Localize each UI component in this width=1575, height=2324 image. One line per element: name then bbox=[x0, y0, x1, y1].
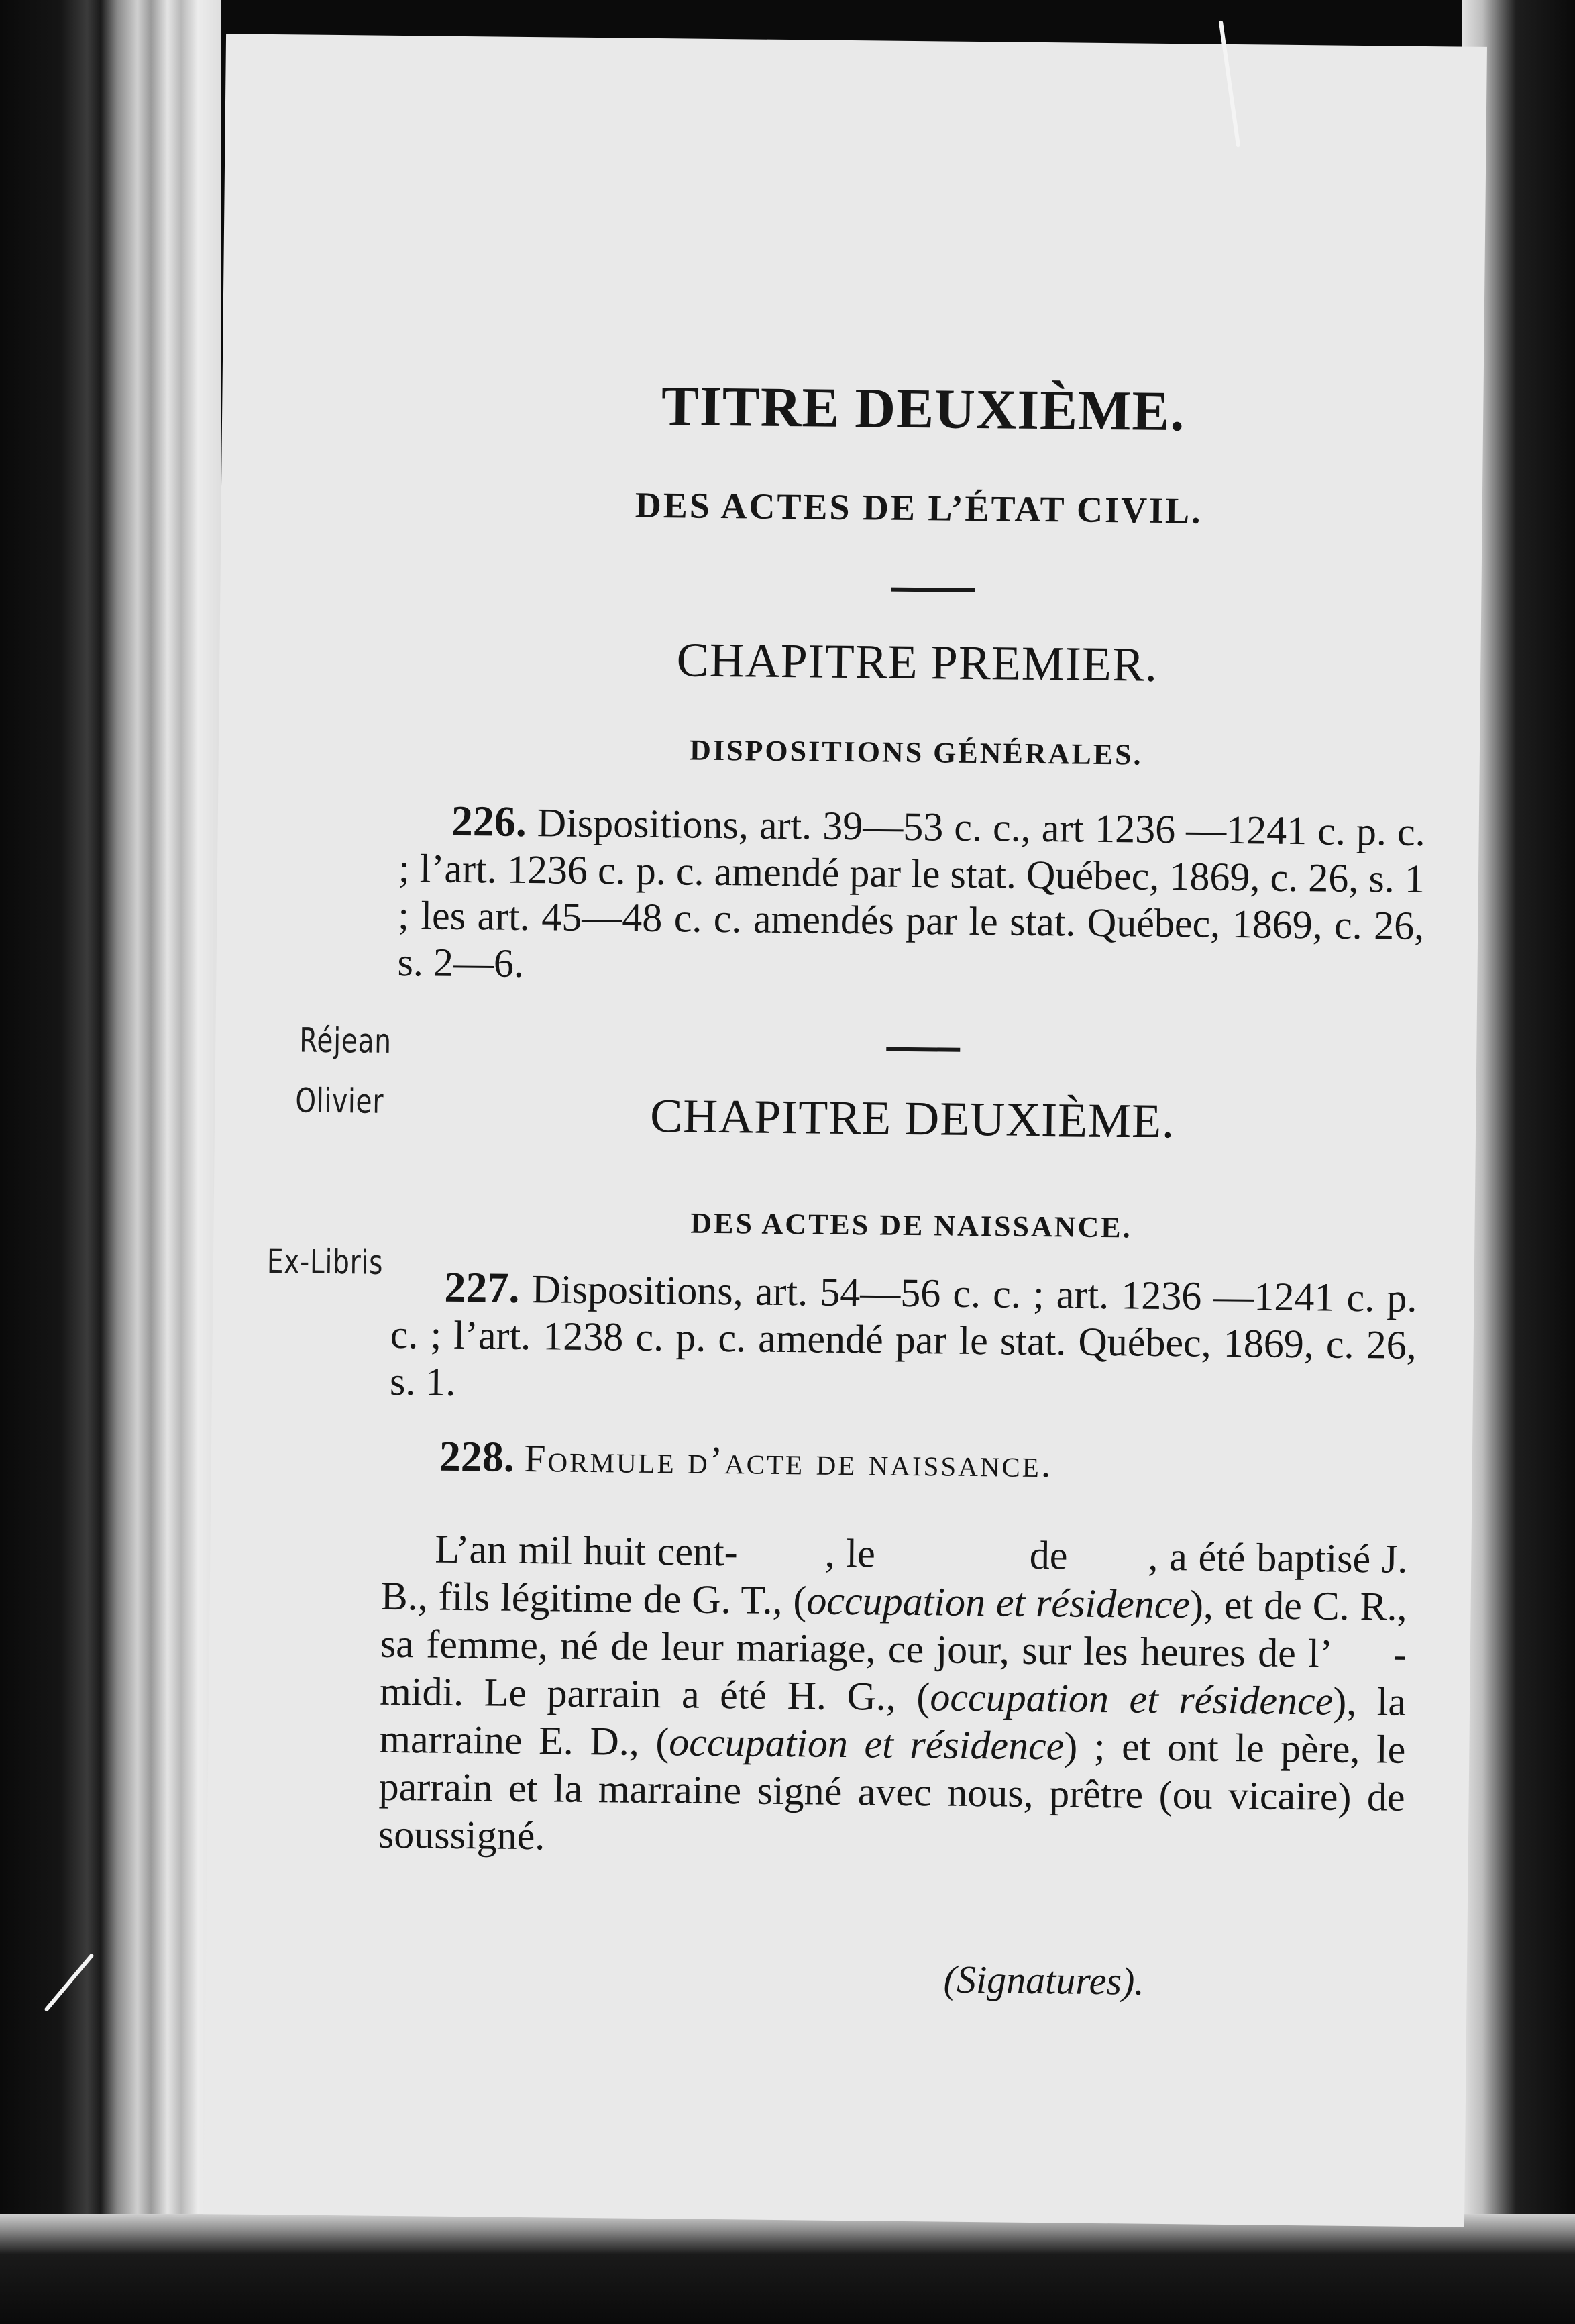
formula-text: ), et de C. R., sa femme, né de leur mariage, ce jour, sur les heures de l’ bbox=[380, 1582, 1407, 1676]
article-226-number: 226. bbox=[451, 796, 527, 845]
formula-text: de bbox=[1029, 1532, 1068, 1578]
chapter-1-heading: CHAPITRE PREMIER. bbox=[676, 633, 1158, 692]
article-227-number: 227. bbox=[444, 1263, 520, 1312]
formula-text: ) ; et ont le père, le parrain et la marraine signé avec nous, prêtre (ou vicaire) de soussigné. bbox=[378, 1724, 1406, 1858]
formula-text: L’an mil huit cent- bbox=[435, 1526, 739, 1575]
article-228-number: 228. bbox=[439, 1432, 515, 1481]
divider-rule bbox=[886, 1047, 960, 1052]
article-227-text: Dispositions, art. 54—56 c. c. ; art. 1236 —1241 c. p. c. ; l’art. 1238 c. p. c. amendé par le stat. Québec, 1869, c. 26, s. 1. bbox=[389, 1267, 1417, 1404]
signatures-label: (Signatures). bbox=[943, 1957, 1145, 2003]
article-226-text: Dispositions, art. 39—53 c. c., art 1236 —1241 c. p. c. ; l’art. 1236 c. p. c. amendé par le stat. Québec, 1869, c. 26, s. 1 ; les art. 45—48 c. c. amendés par le stat. Québec, 1869, c. 26, s. 2—6. bbox=[397, 800, 1426, 986]
article-228-formula bbox=[378, 1525, 1408, 1869]
article-226 bbox=[397, 797, 1425, 996]
ex-libris-stamp-name-first: Réjean bbox=[299, 1020, 392, 1061]
formula-text: , le bbox=[824, 1530, 876, 1576]
formula-italic: occupation et résidence bbox=[806, 1578, 1191, 1627]
chapter-1-section-heading: DISPOSITIONS GÉNÉRALES. bbox=[689, 733, 1143, 772]
subtitle: DES ACTES DE L’ÉTAT CIVIL. bbox=[635, 484, 1203, 531]
article-227 bbox=[390, 1263, 1417, 1416]
formula-italic: occupation et résidence bbox=[930, 1675, 1334, 1724]
formula-text: ), la marraine E. D., ( bbox=[379, 1679, 1407, 1764]
formula-text: -midi. Le parrain a été H. G., ( bbox=[379, 1632, 1407, 1720]
article-228-title: Formule d’acte de naissance. bbox=[524, 1436, 1053, 1486]
ex-libris-stamp-name-last: Olivier bbox=[295, 1081, 384, 1121]
divider-rule bbox=[891, 588, 975, 592]
chapter-2-section-heading: DES ACTES DE NAISSANCE. bbox=[690, 1206, 1132, 1245]
formula-text: , a été baptisé J. B., fils légitime de G. T., ( bbox=[380, 1534, 1408, 1623]
title: TITRE DEUXIÈME. bbox=[661, 375, 1185, 443]
page-bottom-edge bbox=[0, 2214, 1575, 2324]
book-binding-edge bbox=[0, 0, 221, 2324]
ex-libris-stamp-label: Ex-Libris bbox=[266, 1241, 384, 1282]
book-page bbox=[203, 34, 1487, 2227]
formula-italic: occupation et résidence bbox=[669, 1720, 1065, 1768]
article-228-heading bbox=[439, 1432, 1052, 1488]
chapter-2-heading: CHAPITRE DEUXIÈME. bbox=[649, 1088, 1175, 1149]
